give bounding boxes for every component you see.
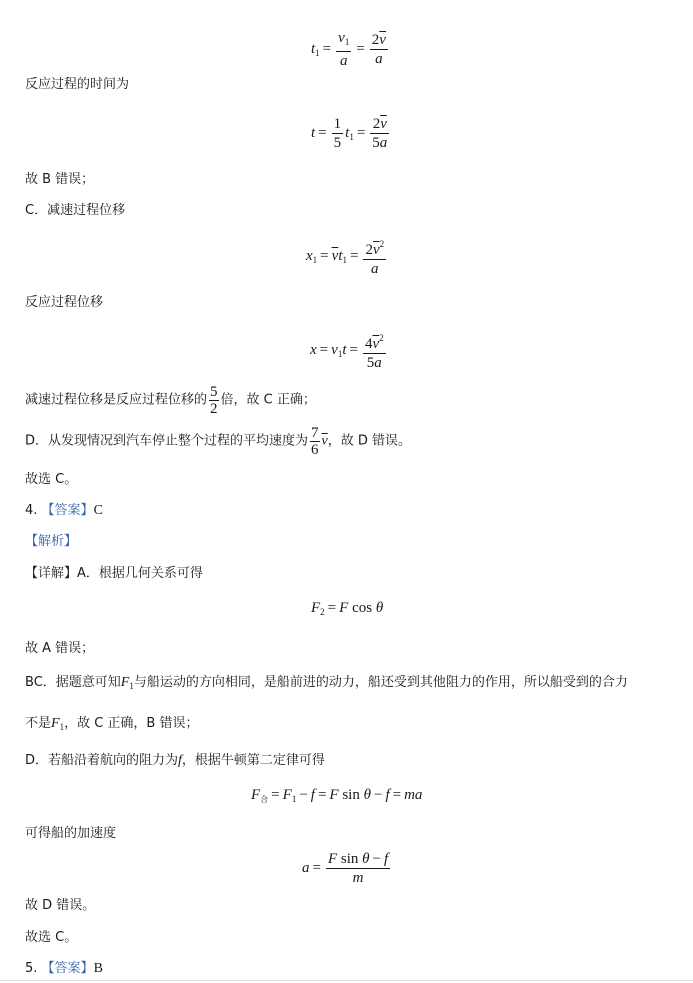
text-choose-c: 故选 C。 bbox=[25, 472, 78, 487]
q5-answer-value: B bbox=[93, 961, 103, 976]
equation-t: t = $\frac{1}{5}$ $t_1$ = $\frac{2\overline{v}}{5a}$ bbox=[311, 116, 388, 151]
text-choose-c-2: 故选 C。 bbox=[25, 930, 78, 945]
q4-option-a-text: A．根据几何关系可得 bbox=[77, 566, 203, 581]
q4-detail-tag: 【详解】 bbox=[25, 566, 78, 581]
text-reaction-time-intro: 反应过程的时间为 bbox=[25, 77, 130, 92]
text-a-wrong: 故 A 错误； bbox=[25, 641, 95, 656]
q4-detail-line bbox=[25, 565, 203, 583]
symbol-f1: $F_1$ bbox=[51, 716, 65, 732]
q4-analysis-tag: 【解析】 bbox=[25, 534, 78, 549]
bc-text-3: 不是 bbox=[25, 716, 52, 731]
equation-f2: $F_2 = F$ cos θ bbox=[311, 600, 384, 617]
text-c-ratio-pre: 减速过程位移是反应过程位移的 bbox=[25, 392, 208, 408]
fraction-numerator: 5 bbox=[210, 384, 218, 400]
text-d-average-speed bbox=[25, 425, 411, 458]
symbol-f1: $F_1$ bbox=[120, 675, 134, 691]
fraction-numerator: 7 bbox=[311, 425, 319, 441]
text-b-wrong: 故 B 错误； bbox=[25, 172, 95, 187]
d-text-2: ，根据牛顿第二定律可得 bbox=[181, 753, 325, 768]
fraction-denominator: 2 bbox=[210, 401, 218, 417]
fraction-seven-sixths bbox=[310, 425, 320, 458]
text-bc-line-1 bbox=[25, 674, 628, 695]
q4-number: 4. bbox=[25, 503, 38, 518]
text-c-ratio bbox=[25, 384, 316, 417]
bc-text-4: ，故 C 正确，B 错误； bbox=[64, 716, 199, 731]
fraction-five-halves bbox=[209, 384, 219, 417]
symbol-f1-letter: F bbox=[51, 716, 60, 731]
page-bottom-rule bbox=[0, 980, 693, 981]
text-reaction-displacement: 反应过程位移 bbox=[25, 295, 104, 310]
equation-acceleration: a = $\frac{\text{F sin θ − f}}{m}$ bbox=[302, 851, 389, 886]
text-bc-line-2 bbox=[25, 715, 198, 736]
text-d-avg-post: ，故 D 错误。 bbox=[327, 433, 412, 449]
d-text-1: D．若船沿着航向的阻力为 bbox=[25, 753, 179, 768]
vbar-symbol: $\overline{v}$ bbox=[321, 433, 328, 449]
equation-net-force: $F_合 = F_1 - f = F$ sin θ − f = ma bbox=[251, 787, 423, 804]
q4-answer-tag: 【答案】 bbox=[41, 503, 94, 518]
bc-text-1: BC．据题意可知 bbox=[25, 675, 121, 690]
text-d-wrong: 故 D 错误。 bbox=[25, 898, 96, 913]
q4-answer-line bbox=[25, 502, 103, 520]
equation-x1: $x_1 = \overline{v}t_1$ = $\frac{2\overline{v}^2}{a}$ bbox=[306, 236, 388, 277]
equation-t1: $t_1$ = $\frac{v_1}{a}$ = $\frac{2\overline{v}}{a}$ bbox=[311, 30, 386, 69]
text-c-decel-displacement: C．减速过程位移 bbox=[25, 203, 126, 218]
q5-number: 5. bbox=[25, 961, 38, 976]
symbol-f1-letter: F bbox=[120, 675, 130, 690]
text-c-ratio-post: 倍，故 C 正确； bbox=[220, 392, 316, 408]
equation-x: $x = v_1t$ = $\frac{4\overline{v}^2}{5a}$ bbox=[310, 330, 388, 371]
q4-answer-value: C bbox=[93, 503, 103, 518]
q5-answer-line bbox=[25, 960, 103, 978]
q5-answer-tag: 【答案】 bbox=[41, 961, 94, 976]
bc-text-2: 与船运动的方向相同，是船前进的动力，船还受到其他阻力的作用，所以船受到的合力 bbox=[133, 675, 628, 690]
symbol-f: f bbox=[178, 753, 182, 768]
text-acceleration-intro: 可得船的加速度 bbox=[25, 826, 117, 841]
text-d-line bbox=[25, 752, 325, 770]
text-d-avg-pre: D．从发现情况到汽车停止整个过程的平均速度为 bbox=[25, 433, 309, 449]
fraction-denominator: 6 bbox=[311, 442, 319, 458]
